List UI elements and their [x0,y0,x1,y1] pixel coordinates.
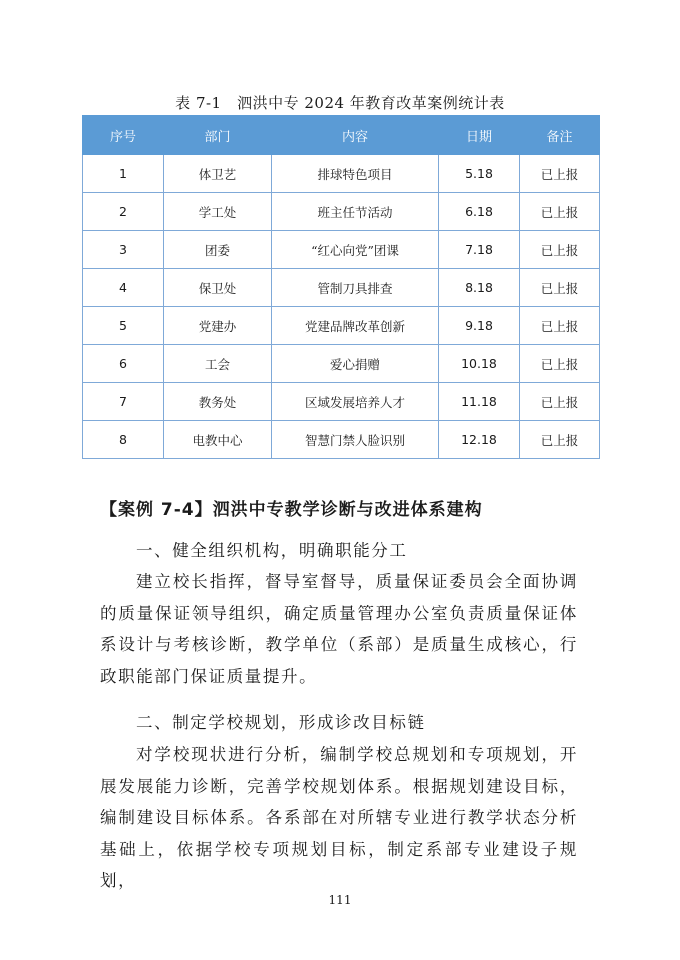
cell-content: 党建品牌改革创新 [272,307,439,345]
header-date: 日期 [439,116,520,155]
cell-department: 党建办 [164,307,272,345]
cell-date: 10.18 [439,345,520,383]
cell-remark: 已上报 [520,307,600,345]
cell-date: 8.18 [439,269,520,307]
cell-department: 教务处 [164,383,272,421]
cell-content: 智慧门禁人脸识别 [272,421,439,459]
table-row [83,307,600,345]
cell-content: 班主任节活动 [272,193,439,231]
paragraph-2: 对学校现状进行分析，编制学校总规划和专项规划，开展发展能力诊断，完善学校规划体系。根据规划建设目标，编制建设目标体系。各系部在对所辖专业进行教学状态分析基础上，依据学校专项规划目标，制定系部专业建设子规划， [100,745,578,890]
section-heading-2: 二、制定学校规划，形成诊改目标链 [136,713,426,732]
cell-date: 5.18 [439,155,520,193]
cell-index: 8 [83,421,164,459]
cell-index: 7 [83,383,164,421]
cell-department: 学工处 [164,193,272,231]
cell-department: 电教中心 [164,421,272,459]
cell-index: 1 [83,155,164,193]
table-row [83,193,600,231]
header-remark: 备注 [520,116,600,155]
cell-remark: 已上报 [520,383,600,421]
cell-department: 体卫艺 [164,155,272,193]
header-department: 部门 [164,116,272,155]
cell-remark: 已上报 [520,345,600,383]
table-row [83,269,600,307]
case-title: 【案例 7-4】泗洪中专教学诊断与改进体系建构 [100,500,483,520]
cell-content: 爱心捐赠 [272,345,439,383]
cell-content: “红心向党”团课 [272,231,439,269]
cell-content: 管制刀具排查 [272,269,439,307]
paragraph-1: 建立校长指挥，督导室督导，质量保证委员会全面协调的质量保证领导组织，确定质量管理办公室负责质量保证体系设计与考核诊断，教学单位（系部）是质量生成核心，行政职能部门保证质量提升。 [100,572,578,686]
table-row [83,421,600,459]
cell-department: 保卫处 [164,269,272,307]
cell-index: 4 [83,269,164,307]
cell-date: 11.18 [439,383,520,421]
table-header-row [83,116,600,155]
cell-date: 9.18 [439,307,520,345]
cell-department: 团委 [164,231,272,269]
cell-remark: 已上报 [520,231,600,269]
cell-index: 2 [83,193,164,231]
cell-date: 7.18 [439,231,520,269]
cell-remark: 已上报 [520,421,600,459]
cell-remark: 已上报 [520,269,600,307]
table-caption: 表 7-1 泗洪中专 2024 年教育改革案例统计表 [175,94,505,112]
section-heading-1: 一、健全组织机构，明确职能分工 [136,541,408,560]
table-row [83,155,600,193]
table-row [83,345,600,383]
header-content: 内容 [272,116,439,155]
table-row [83,231,600,269]
cell-index: 5 [83,307,164,345]
cell-date: 6.18 [439,193,520,231]
cell-index: 6 [83,345,164,383]
header-index: 序号 [83,116,164,155]
cell-department: 工会 [164,345,272,383]
cell-index: 3 [83,231,164,269]
cell-content: 区域发展培养人才 [272,383,439,421]
cell-remark: 已上报 [520,193,600,231]
page-number: 111 [328,893,352,907]
reform-case-table [82,115,600,459]
cell-remark: 已上报 [520,155,600,193]
cell-date: 12.18 [439,421,520,459]
cell-content: 排球特色项目 [272,155,439,193]
table-row [83,383,600,421]
